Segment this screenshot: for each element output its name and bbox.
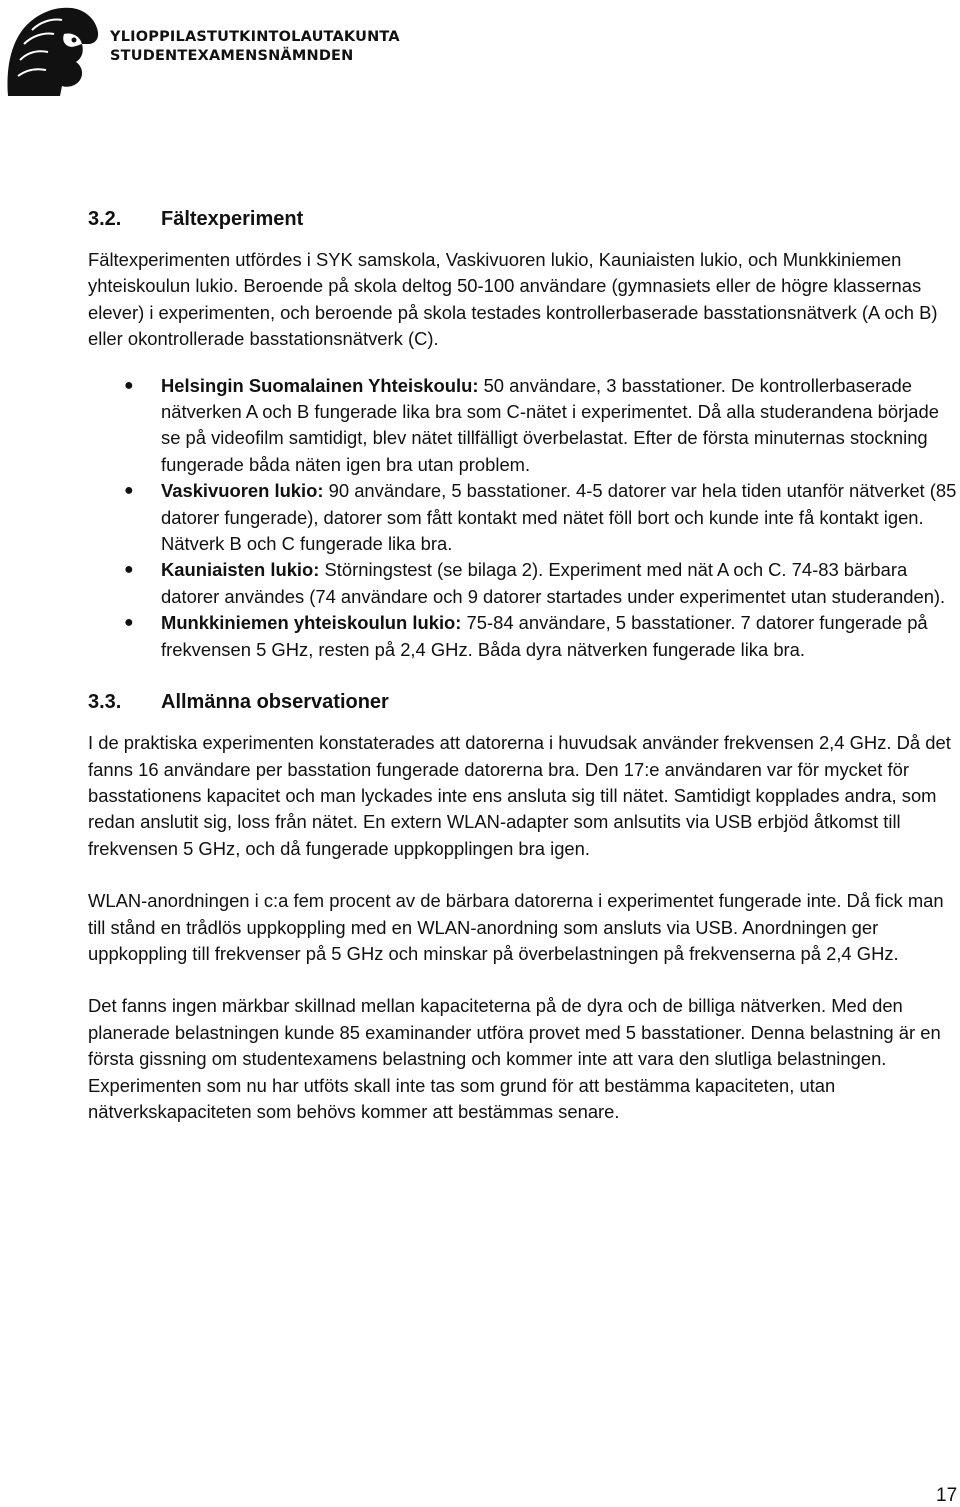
organization-name-finnish: YLIOPPILASTUTKINTOLAUTAKUNTA xyxy=(110,29,400,45)
school-name: Kauniaisten lukio: xyxy=(161,559,320,581)
section-number: 3.3. xyxy=(88,691,122,714)
minerva-logo-icon xyxy=(2,0,102,100)
page-number: 17 xyxy=(936,1485,958,1506)
list-item xyxy=(88,373,960,479)
bullet-icon: ● xyxy=(124,614,134,632)
list-item xyxy=(88,478,960,557)
section-heading-3-2 xyxy=(88,206,960,232)
organization-name-swedish: STUDENTEXAMENSNÄMNDEN xyxy=(110,48,354,64)
section-heading-3-3 xyxy=(88,689,960,715)
school-result: 50 användare, 3 basstationer. De kontrollerbaserade nätverken A och B fungerade lika bra som C-nätet i experimentet. Då alla studerandena började se på videofilm samtidigt, blev nätet tillfälligt överbelastat. Efter de första minuternas stockning fungerade båda näten igen bra utan problem. xyxy=(161,374,939,475)
list-item xyxy=(88,610,960,663)
school-result: 90 användare, 5 basstationer. 4-5 datorer var hela tiden utanför nätverket (85 datorer fungerade), datorer som fått kontakt med nätet föll bort och kunde inte få kontakt igen. Nätverk B och C fungerade lika bra. xyxy=(161,480,957,555)
intro-paragraph: Fältexperimenten utfördes i SYK samskola, Vaskivuoren lukio, Kauniaisten lukio, och Munkkiniemen yhteiskoulun lukio. Beroende på skola deltog 50-100 användare (gymnasiets eller de högre klassernas elever) i experimenten, och beroende på skola testades kontrollerbaserade basstationsnätverk (A och B) eller okontrollerade basstationsnätverk (C). xyxy=(88,249,938,350)
bullet-icon: ● xyxy=(124,482,134,500)
organization-name xyxy=(110,28,400,66)
school-result: Störningstest (se bilaga 2). Experiment med nät A och C. 74-83 bärbara datorer användes (74 användare och 9 datorer startades under experimentet utan studeranden). xyxy=(161,559,946,607)
page-header xyxy=(0,0,960,110)
document-body xyxy=(88,206,960,1125)
observations-paragraph-2: WLAN-anordningen i c:a fem procent av de bärbara datorerna i experimentet fungerade inte. Då fick man till stånd en trådlös uppkoppling med en WLAN-anordning som ansluts via USB. Anordningen ger uppkoppling till frekvenser på 5 GHz och minskar på överbelastningen på frekvenserna på 2,4 GHz. xyxy=(88,890,944,964)
section-title: Allmänna observationer xyxy=(161,691,389,714)
bullet-icon: ● xyxy=(124,561,134,579)
observations-paragraph-1: I de praktiska experimenten konstaterades att datorerna i huvudsak använder frekvensen 2,4 GHz. Då det fanns 16 användare per basstation fungerade datorerna bra. Den 17:e användaren var för mycket för basstationens kapacitet och man lyckades inte ens ansluta sig till nätet. Samtidigt kopplades andra, som redan anslutit sig, loss från nätet. En extern WLAN-adapter som anlsutits via USB erbjöd åtkomst till frekvensen 5 GHz, och då fungerade uppkopplingen bra igen. xyxy=(88,732,951,859)
school-name: Helsingin Suomalainen Yhteiskoulu: xyxy=(161,374,479,396)
bullet-icon: ● xyxy=(124,376,134,394)
list-item xyxy=(88,557,960,610)
school-list xyxy=(88,373,960,663)
section-number: 3.2. xyxy=(88,208,122,230)
section-title: Fältexperiment xyxy=(161,208,304,230)
school-name: Vaskivuoren lukio: xyxy=(161,480,324,502)
observations-paragraph-3: Det fanns ingen märkbar skillnad mellan kapaciteterna på de dyra och de billiga nätverken. Med den planerade belastningen kunde 85 examinander utföra provet med 5 basstationer. Denna belastning är en första gissning om studentexamens belastning och kommer inte att vara den slutliga belastningen. Experimenten som nu har utföts skall inte tas som grund för att bestämma kapaciteten, utan nätverkskapaciteten som behövs kommer att bestämmas senare. xyxy=(88,995,941,1122)
school-name: Munkkiniemen yhteiskoulun lukio: xyxy=(161,612,462,634)
school-result: 75-84 användare, 5 basstationer. 7 datorer fungerade på frekvensen 5 GHz, resten på 2,4 GHz. Båda dyra nätverken fungerade lika bra. xyxy=(161,612,928,660)
